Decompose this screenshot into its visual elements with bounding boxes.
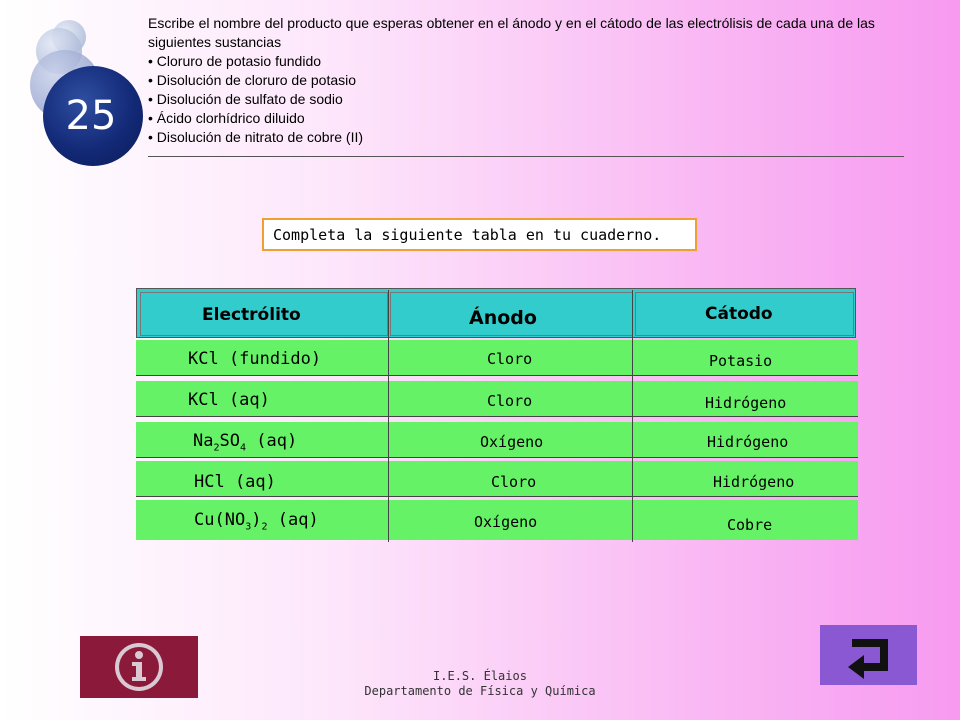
question-list <box>148 52 908 147</box>
footer <box>330 669 630 699</box>
cell-anode: Cloro <box>487 392 533 410</box>
cell-anode: Cloro <box>491 473 537 491</box>
formula-part: SO <box>219 431 240 451</box>
formula-subscript: 4 <box>240 442 247 454</box>
cell-anode: Oxígeno <box>474 513 538 531</box>
question-item: • Disolución de sulfato de sodio <box>148 90 908 109</box>
cell-electrolyte: HCl (aq) <box>194 472 276 492</box>
header-anode: Ánodo <box>469 307 537 329</box>
cell-anode: Oxígeno <box>480 433 544 451</box>
formula-part: (aq) <box>267 510 319 530</box>
formula-part: Na <box>193 431 214 451</box>
question-item: • Disolución de cloruro de potasio <box>148 71 908 90</box>
cell-cathode: Hidrógeno <box>713 473 795 491</box>
formula-part: (aq) <box>246 431 298 451</box>
electrolysis-table <box>136 288 858 542</box>
footer-school: I.E.S. Élaios <box>433 669 527 683</box>
info-button[interactable] <box>80 636 198 698</box>
cell-cathode: Potasio <box>709 352 773 370</box>
instruction-box <box>262 218 697 251</box>
question-divider <box>148 156 904 157</box>
cell-electrolyte <box>194 510 319 532</box>
question-item: • Cloruro de potasio fundido <box>148 52 908 71</box>
slide-number: 25 <box>43 66 143 166</box>
return-arrow-icon <box>820 625 917 685</box>
footer-department: Departamento de Física y Química <box>364 684 596 698</box>
column-divider-1 <box>388 290 389 542</box>
header-cathode: Cátodo <box>705 304 773 324</box>
question-intro: Escribe el nombre del producto que esperas obtener en el ánodo y en el cátodo de las electrólisis de cada una de las siguientes sustancias <box>148 15 875 50</box>
cell-cathode: Hidrógeno <box>707 433 789 451</box>
cell-electrolyte: KCl (aq) <box>188 390 270 410</box>
question-text <box>148 14 908 147</box>
return-button[interactable] <box>820 625 917 685</box>
info-icon <box>80 636 198 698</box>
column-divider-2 <box>632 290 633 542</box>
formula-part: Cu(NO <box>194 510 246 530</box>
formula-subscript: 2 <box>261 521 268 533</box>
cell-anode: Cloro <box>487 350 533 368</box>
formula-subscript: 2 <box>213 442 220 454</box>
header-electrolyte: Electrólito <box>202 305 301 325</box>
question-item: • Disolución de nitrato de cobre (II) <box>148 128 908 147</box>
question-item: • Ácido clorhídrico diluido <box>148 109 908 128</box>
cell-electrolyte <box>193 431 297 453</box>
cell-cathode: Cobre <box>727 516 773 534</box>
instruction-text: Completa la siguiente tabla en tu cuaderno. <box>273 225 662 244</box>
cell-electrolyte: KCl (fundido) <box>188 349 322 369</box>
formula-part: ) <box>251 510 262 530</box>
cell-cathode: Hidrógeno <box>705 394 787 412</box>
formula-subscript: 3 <box>245 521 252 533</box>
